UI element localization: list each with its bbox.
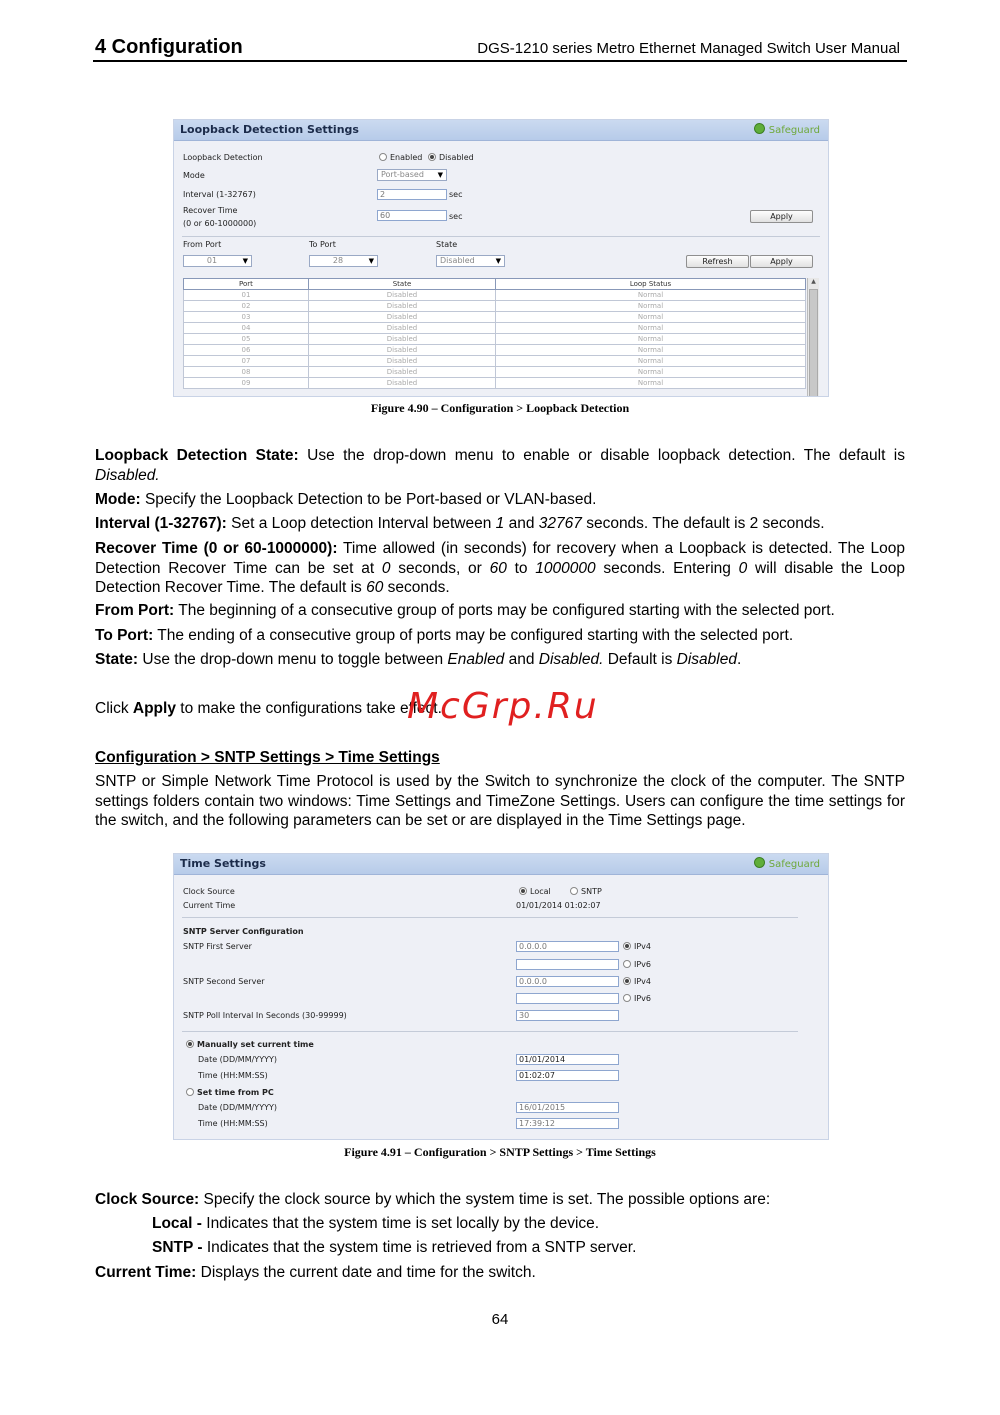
table-row (184, 334, 806, 345)
para-loopback-state: Loopback Detection State: Use the drop-down menu to enable or disable loopback detection. The default is Disabled. (95, 447, 905, 484)
apply-button[interactable]: Apply (750, 210, 813, 223)
table-row (184, 301, 806, 312)
radio-icon[interactable] (570, 887, 578, 895)
safeguard-icon (754, 857, 765, 868)
set-time-from-pc-radio[interactable]: Set time from PC (186, 1088, 274, 1097)
pc-time-input[interactable]: 17:39:12 (516, 1118, 619, 1129)
table-row (184, 345, 806, 356)
refresh-button[interactable]: Refresh (686, 255, 749, 268)
para-click-apply: Click Apply to make the configurations take effect. (95, 700, 442, 717)
divider (182, 917, 798, 918)
table-row (184, 356, 806, 367)
port-cell: 01 (184, 290, 309, 301)
loop-status-cell: Normal (496, 356, 806, 367)
radio-selected-icon[interactable] (623, 942, 631, 950)
sntp-second-server-label: SNTP Second Server (183, 977, 265, 986)
section-heading-sntp: Configuration > SNTP Settings > Time Settings (95, 749, 440, 766)
apply-button-ports[interactable]: Apply (750, 255, 813, 268)
interval-unit: sec (449, 190, 463, 199)
from-port-select[interactable]: 01 ▼ (183, 255, 252, 267)
radio-icon[interactable] (379, 153, 387, 161)
header-rule (93, 60, 907, 62)
divider (182, 236, 820, 237)
clock-source-sntp-radio[interactable]: SNTP (570, 887, 602, 896)
port-cell: 09 (184, 378, 309, 389)
interval-label: Interval (1-32767) (183, 190, 256, 199)
sntp-second-server-input[interactable]: 0.0.0.0 (516, 976, 619, 987)
loop-status-cell: Normal (496, 301, 806, 312)
para-clock-source: Clock Source: Specify the clock source by which the system time is set. The possible options are: (95, 1191, 771, 1208)
loop-status-cell: Normal (496, 312, 806, 323)
radio-icon[interactable] (623, 960, 631, 968)
figure-caption-90: Figure 4.90 – Configuration > Loopback Detection (370, 401, 630, 415)
poll-interval-input[interactable]: 30 (516, 1010, 619, 1021)
recover-time-input[interactable]: 60 (377, 210, 447, 221)
para-from-port: From Port: The beginning of a consecutive group of ports may be configured starting with the selected port. (95, 602, 835, 619)
state-cell: Disabled (309, 290, 496, 301)
para-state: State: Use the drop-down menu to toggle between Enabled and Disabled. Default is Disabled. (95, 651, 742, 668)
recover-time-range: (0 or 60-1000000) (183, 219, 257, 228)
safeguard-indicator: Safeguard (754, 857, 820, 870)
time-settings-screenshot (173, 853, 829, 1140)
manual-date-label: Date (DD/MM/YYYY) (198, 1055, 277, 1064)
safeguard-icon (754, 123, 765, 134)
state-cell: Disabled (309, 356, 496, 367)
state-label: State (436, 240, 458, 249)
port-cell: 08 (184, 367, 309, 378)
col-loop-status: Loop Status (496, 279, 806, 290)
port-cell: 04 (184, 323, 309, 334)
loopback-title: Loopback Detection Settings (180, 123, 359, 136)
loopback-title-bar (174, 120, 828, 141)
loopback-detection-label: Loopback Detection (183, 153, 263, 162)
para-local: Local - Indicates that the system time is set locally by the device. (152, 1215, 600, 1232)
time-settings-title: Time Settings (180, 857, 266, 870)
chevron-down-icon: ▼ (437, 171, 443, 179)
port-cell: 02 (184, 301, 309, 312)
sntp-config-heading: SNTP Server Configuration (183, 927, 304, 936)
clock-source-local-radio[interactable]: Local (519, 887, 551, 896)
state-cell: Disabled (309, 312, 496, 323)
mode-label: Mode (183, 171, 205, 180)
chevron-down-icon: ▼ (495, 257, 501, 265)
manual-date-input[interactable]: 01/01/2014 (516, 1054, 619, 1065)
manual-time-input[interactable]: 01:02:07 (516, 1070, 619, 1081)
para-sntp-intro: SNTP or Simple Network Time Protocol is used by the Switch to synchronize the clock of the computer. The SNTP settings folders contain two windows: Time Settings and TimeZone Settings. Users can configure the time settings for the switch, and the following parameters can be set or are displayed in the Time Settings page. (95, 773, 905, 829)
radio-icon[interactable] (623, 994, 631, 1002)
radio-selected-icon[interactable] (519, 887, 527, 895)
para-recover-time: Recover Time (0 or 60-1000000): Time allowed (in seconds) for recovery when a Loopback is detected. The Loop Detection Recover Time can be set at 0 seconds, or 60 to 1000000 seconds. Entering 0 will disable the Loop Detection Recover Time. The default is 60 seconds. (95, 540, 905, 596)
table-row (184, 312, 806, 323)
manual-title: DGS-1210 series Metro Ethernet Managed Switch User Manual (477, 40, 900, 57)
table-row (184, 367, 806, 378)
loopback-port-table (183, 278, 806, 389)
table-scrollbar[interactable] (807, 278, 819, 396)
sntp-first-server-label: SNTP First Server (183, 942, 252, 951)
sntp-second-server-ipv6-input[interactable] (516, 993, 619, 1004)
loop-status-cell: Normal (496, 323, 806, 334)
para-sntp: SNTP - Indicates that the system time is retrieved from a SNTP server. (152, 1239, 637, 1256)
watermark: McGrp.Ru (407, 686, 599, 727)
pc-date-input[interactable]: 16/01/2015 (516, 1102, 619, 1113)
state-cell: Disabled (309, 323, 496, 334)
state-cell: Disabled (309, 345, 496, 356)
page-number: 64 (491, 1311, 509, 1328)
state-cell: Disabled (309, 301, 496, 312)
chevron-down-icon: ▼ (368, 257, 374, 265)
para-mode: Mode: Specify the Loopback Detection to be Port-based or VLAN-based. (95, 491, 597, 508)
state-select[interactable]: Disabled ▼ (436, 255, 505, 267)
state-cell: Disabled (309, 334, 496, 345)
first-server-ipv4-radio[interactable]: IPv4 (623, 942, 651, 951)
port-cell: 03 (184, 312, 309, 323)
manual-time-label: Time (HH:MM:SS) (198, 1071, 268, 1080)
loopback-screenshot (173, 119, 829, 397)
poll-interval-label: SNTP Poll Interval In Seconds (30-99999) (183, 1011, 347, 1020)
figure-caption-91: Figure 4.91 – Configuration > SNTP Settings > Time Settings (344, 1145, 656, 1159)
loop-status-cell: Normal (496, 334, 806, 345)
table-row (184, 378, 806, 389)
state-cell: Disabled (309, 378, 496, 389)
current-time-label: Current Time (183, 901, 236, 910)
port-cell: 06 (184, 345, 309, 356)
loopback-enabled-radio[interactable]: Enabled (379, 153, 422, 162)
radio-selected-icon[interactable] (186, 1040, 194, 1048)
pc-date-label: Date (DD/MM/YYYY) (198, 1103, 277, 1112)
table-row (184, 290, 806, 301)
first-server-ipv6-radio[interactable]: IPv6 (623, 960, 651, 969)
to-port-label: To Port (309, 240, 336, 249)
table-header-row (184, 279, 806, 290)
second-server-ipv6-radio[interactable]: IPv6 (623, 994, 651, 1003)
sntp-first-server-ipv6-input[interactable] (516, 959, 619, 970)
col-state: State (309, 279, 496, 290)
scroll-up-icon[interactable]: ▲ (811, 278, 816, 285)
recover-time-label: Recover Time (183, 206, 238, 215)
loop-status-cell: Normal (496, 367, 806, 378)
loop-status-cell: Normal (496, 378, 806, 389)
loopback-disabled-radio[interactable]: Disabled (428, 153, 474, 162)
from-port-label: From Port (183, 240, 222, 249)
radio-icon[interactable] (186, 1088, 194, 1096)
radio-selected-icon[interactable] (428, 153, 436, 161)
chevron-down-icon: ▼ (242, 257, 248, 265)
clock-source-label: Clock Source (183, 887, 235, 896)
sntp-first-server-input[interactable]: 0.0.0.0 (516, 941, 619, 952)
chapter-title: 4 Configuration (95, 36, 243, 58)
divider (182, 1031, 798, 1032)
mode-select[interactable]: Port-based ▼ (377, 169, 447, 181)
to-port-select[interactable]: 28 ▼ (309, 255, 378, 267)
time-settings-title-bar (174, 854, 828, 875)
col-port: Port (184, 279, 309, 290)
manual-time-radio[interactable]: Manually set current time (186, 1040, 314, 1049)
state-cell: Disabled (309, 367, 496, 378)
radio-selected-icon[interactable] (623, 977, 631, 985)
current-time-value: 01/01/2014 01:02:07 (516, 901, 601, 910)
loop-status-cell: Normal (496, 345, 806, 356)
interval-input[interactable]: 2 (377, 189, 447, 200)
recover-time-unit: sec (449, 212, 463, 221)
para-current-time: Current Time: Displays the current date and time for the switch. (95, 1264, 536, 1281)
scroll-thumb[interactable] (809, 289, 818, 397)
para-interval: Interval (1-32767): Set a Loop detection Interval between 1 and 32767 seconds. The default is 2 seconds. (95, 515, 825, 532)
safeguard-indicator: Safeguard (754, 123, 820, 136)
port-cell: 07 (184, 356, 309, 367)
port-cell: 05 (184, 334, 309, 345)
loop-status-cell: Normal (496, 290, 806, 301)
table-row (184, 323, 806, 334)
para-to-port: To Port: The ending of a consecutive group of ports may be configured starting with the selected port. (95, 627, 794, 644)
second-server-ipv4-radio[interactable]: IPv4 (623, 977, 651, 986)
pc-time-label: Time (HH:MM:SS) (198, 1119, 268, 1128)
